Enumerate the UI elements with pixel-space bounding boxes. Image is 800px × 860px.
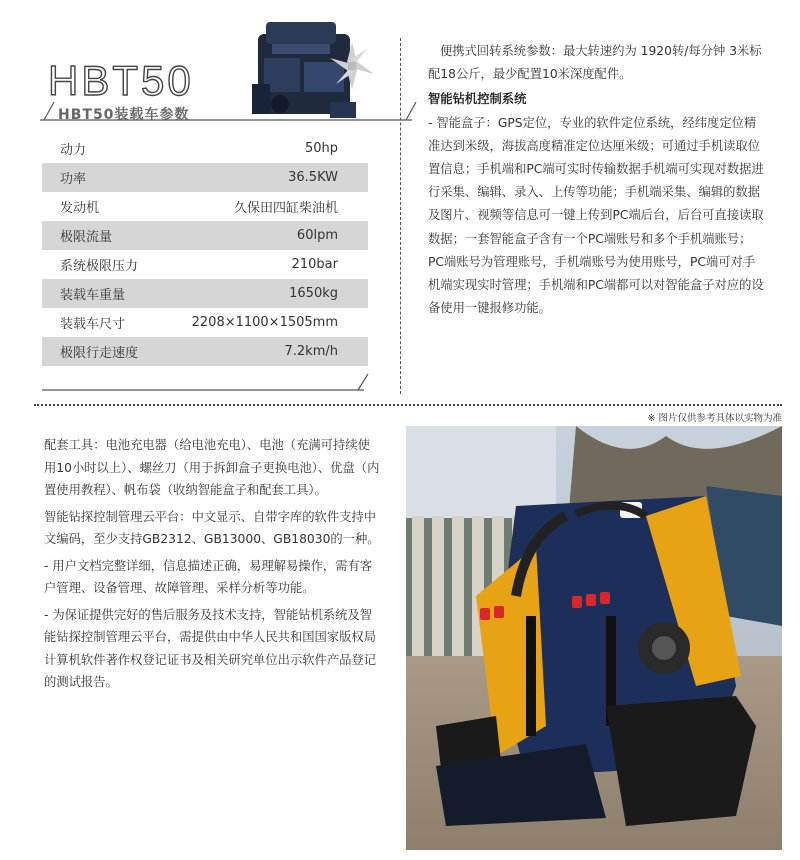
- model-subtitle: HBT50装载车参数: [58, 107, 190, 123]
- spec-label: 系统极限压力: [60, 259, 139, 274]
- spec-label: 极限流量: [60, 230, 113, 245]
- paragraph: - 为保证提供完好的售后服务及技术支持，智能钻机系统及智能钻探控制管理云平台，需提供由中华人民共和国国家版权局计算机软件著作权登记证书及相关研究单位出示软件产品登记的测试报告。: [44, 607, 377, 689]
- spec-row: [42, 134, 368, 163]
- spec-label: 装载车尺寸: [60, 317, 126, 332]
- column-divider: [400, 38, 401, 394]
- spec-row: [42, 279, 368, 308]
- paragraph: - 用户文档完整详细，信息描述正确，易理解易操作，需有客户管理、设备管理、故障管理、采样分析等功能。: [44, 558, 373, 595]
- spec-table-underline: [42, 372, 372, 392]
- spec-value: 2208×1100×1505mm: [191, 315, 338, 330]
- spec-row: [42, 308, 368, 337]
- spec-value: 7.2km/h: [284, 344, 338, 359]
- spec-row: [42, 250, 368, 279]
- model-title: HBT50: [48, 57, 194, 104]
- spec-value: 36.5KW: [288, 170, 338, 185]
- spec-row: [42, 163, 368, 192]
- spec-label: 发动机: [60, 201, 100, 216]
- paragraph: 智能钻探控制管理云平台：中文显示、自带字库的软件支持中文编码，至少支持GB2312、GB13000、GB18030的一种。: [44, 509, 380, 546]
- accessories-description: [44, 434, 380, 698]
- spec-value: 60lpm: [296, 228, 338, 243]
- rotary-system-intro: 便携式回转系统参数：最大转速约为 1920转/每分钟 3米标配18公斤，最少配置10米深度配件。: [428, 44, 762, 82]
- spec-value: 久保田四缸柴油机: [233, 201, 338, 216]
- smart-box-description: - 智能盒子：GPS定位，专业的软件定位系统，经纬度定位精准达到米级，海拔高度精准定位达厘米级；可通过手机读取位置信息；手机端和PC端可实时传输数据手机端可实现对数据进行采集、编辑、录入、上传等功能；手机端采集、编辑的数据及图片、视频等信息可一键上传到PC端后台，后台可直接读取数据；一套智能盒子含有一个PC端账号和多个手机端账号；PC端账号为管理账号，手机端账号为使用账号，PC端可对手机端实现实时管理；手机端和PC端都可以对智能盒子对应的设备使用一键报修功能。: [428, 115, 764, 316]
- spec-label: 动力: [60, 143, 87, 158]
- photo-disclaimer: ※ 图片仅供参考具体以实物为准: [647, 413, 782, 424]
- section-heading: 智能钻机控制系统: [428, 92, 527, 107]
- spec-label: 装载车重量: [60, 288, 126, 303]
- spec-row: [42, 337, 368, 366]
- spec-label: 极限行走速度: [60, 346, 139, 361]
- spec-value: 210bar: [291, 257, 338, 272]
- paragraph: 配套工具：电池充电器（给电池充电）、电池（充满可持续使用10小时以上）、螺丝刀（用于拆卸盒子更换电池）、优盘（内置使用教程）、帆布袋（收纳智能盒子和配套工具）。: [44, 438, 380, 497]
- spec-value: 50hp: [304, 141, 338, 156]
- spec-label: 功率: [60, 172, 87, 187]
- loader-photo: [406, 426, 782, 850]
- spec-row: [42, 192, 368, 221]
- spec-value: 1650kg: [289, 286, 338, 301]
- spec-row: [42, 221, 368, 250]
- control-system-description: [428, 40, 764, 320]
- spec-table: [42, 134, 368, 366]
- section-separator: [34, 404, 782, 406]
